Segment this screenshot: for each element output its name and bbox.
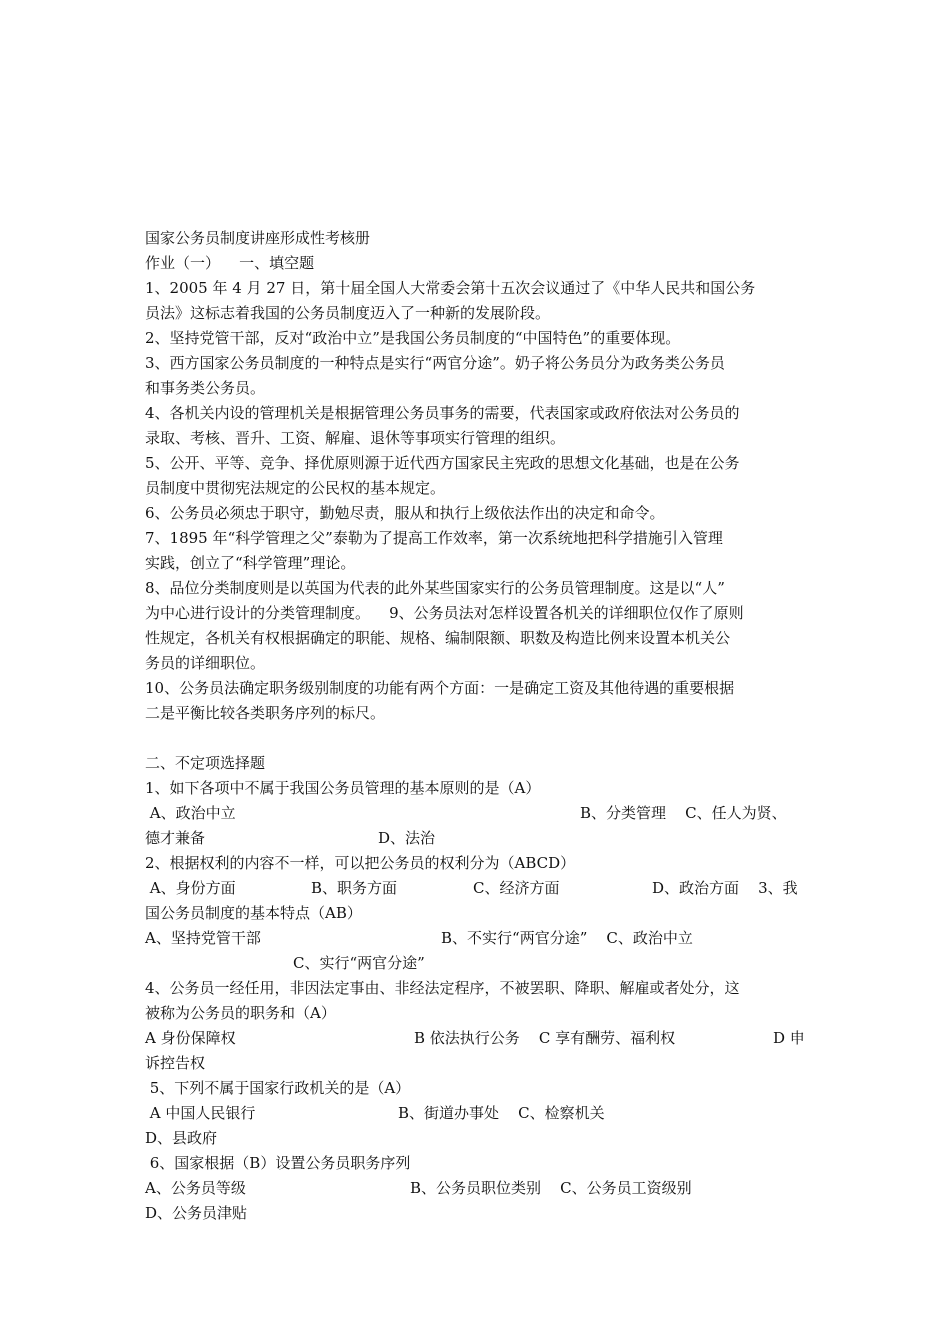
document-title: 国家公务员制度讲座形成性考核册 [145, 229, 371, 247]
option-row [145, 1178, 815, 1198]
question-stem: 4、公务员一经任用，非因法定事由、非经法定程序，不被罢职、降职、解雇或者处分，这 [145, 979, 740, 997]
fill-blank-line: 性规定，各机关有权根据确定的职能、规格、编制限额、职数及构造比例来设置本机关公 [145, 629, 731, 647]
question-stem: 被称为公务员的职务和（A） [145, 1004, 336, 1022]
fill-blank-line: 实践，创立了“科学管理”理论。 [145, 554, 356, 572]
option-c-continued: 德才兼备 [145, 829, 206, 847]
question-stem: 国公务员制度的基本特点（AB） [145, 904, 362, 922]
option-d: D、县政府 [145, 1129, 218, 1147]
option-a: A、公务员等级 [145, 1179, 246, 1197]
option-c: C、经济方面 [473, 879, 560, 897]
fill-blank-line: 为中心进行设计的分类管理制度。 9、公务员法对怎样设置各机关的详细职位仅作了原则 [145, 604, 744, 622]
fill-blank-line: 1、2005 年 4 月 27 日，第十届全国人大常委会第十五次会议通过了《中华人民共和国公务 [145, 279, 756, 297]
fill-blank-line: 员法》这标志着我国的公务员制度迈入了一种新的发展阶段。 [145, 304, 551, 322]
option-row [145, 803, 815, 823]
question-stem: 1、如下各项中不属于我国公务员管理的基本原则的是（A） [145, 779, 541, 797]
option-bc: B、街道办事处 C、检察机关 [398, 1104, 605, 1122]
assignment-heading: 作业（一） 一、填空题 [145, 254, 315, 272]
option-row [145, 828, 815, 848]
option-row [145, 878, 815, 898]
fill-blank-line: 3、西方国家公务员制度的一种特点是实行“两官分途”。奶子将公务员分为政务类公务员 [145, 354, 725, 372]
question-stem: 2、根据权利的内容不一样，可以把公务员的权利分为（ABCD） [145, 854, 576, 872]
fill-blank-line: 2、坚持党管干部，反对“政治中立”是我国公务员制度的“中国特色”的重要体现。 [145, 329, 681, 347]
option-d: D、公务员津贴 [145, 1204, 248, 1222]
option-b: B、职务方面 [311, 879, 398, 897]
fill-blank-line: 4、各机关内设的管理机关是根据管理公务员事务的需要，代表国家或政府依法对公务员的 [145, 404, 740, 422]
fill-blank-line: 8、品位分类制度则是以英国为代表的此外某些国家实行的公务员管理制度。这是以“人” [145, 579, 725, 597]
fill-blank-line: 员制度中贯彻宪法规定的公民权的基本规定。 [145, 479, 446, 497]
option-row [145, 1103, 815, 1123]
fill-blank-line: 6、公务员必须忠于职守，勤勉尽责，服从和执行上级依法作出的决定和命令。 [145, 504, 665, 522]
fill-blank-line: 7、1895 年“科学管理之父”泰勒为了提高工作效率，第一次系统地把科学措施引入管理 [145, 529, 723, 547]
option-a: A、坚持党管干部 [145, 929, 261, 947]
option-bc: B 依法执行公务 C 享有酬劳、福利权 [414, 1029, 676, 1047]
fill-blank-line: 10、公务员法确定职务级别制度的功能有两个方面：一是确定工资及其他待遇的重要根据 [145, 679, 735, 697]
question-stem: 5、下列不属于国家行政机关的是（A） [145, 1079, 411, 1097]
fill-blank-line: 录取、考核、晋升、工资、解雇、退休等事项实行管理的组织。 [145, 429, 566, 447]
option-c2: C、实行“两官分途” [293, 954, 425, 972]
option-a: A、身份方面 [145, 879, 236, 897]
option-row [145, 1028, 815, 1048]
fill-blank-line: 和事务类公务员。 [145, 379, 266, 397]
fill-blank-line: 二是平衡比较各类职务序列的标尺。 [145, 704, 386, 722]
option-d: D、法治 [378, 829, 436, 847]
option-bc: B、分类管理 C、任人为贤、 [580, 804, 787, 822]
option-d-continued: 诉控告权 [145, 1054, 206, 1072]
option-bc: B、公务员职位类别 C、公务员工资级别 [410, 1179, 692, 1197]
section-heading: 二、不定项选择题 [145, 754, 266, 772]
option-d: D 申 [773, 1029, 805, 1047]
option-d: D、政治方面 3、我 [652, 879, 798, 897]
question-stem: 6、国家根据（B）设置公务员职务序列 [145, 1154, 411, 1172]
option-row [145, 928, 815, 948]
option-bc: B、不实行“两官分途” C、政治中立 [441, 929, 693, 947]
option-row [145, 953, 815, 973]
fill-blank-line: 务员的详细职位。 [145, 654, 266, 672]
fill-blank-line: 5、公开、平等、竞争、择优原则源于近代西方国家民主宪政的思想文化基础，也是在公务 [145, 454, 740, 472]
option-a: A 身份保障权 [145, 1029, 236, 1047]
option-a: A、政治中立 [145, 804, 236, 822]
option-a: A 中国人民银行 [145, 1104, 256, 1122]
